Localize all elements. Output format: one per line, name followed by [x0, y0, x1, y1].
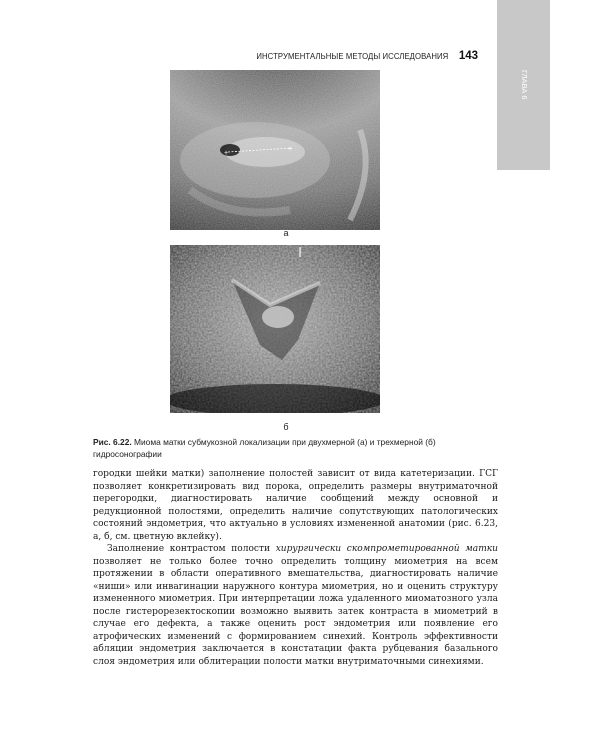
ultrasound-image-a-graphic: [170, 70, 380, 230]
svg-text:+: +: [288, 146, 293, 153]
paragraph-2: [93, 543, 498, 668]
figure-caption-text: Миома матки субмукозной локализации при двухмерной (а) и трехмерной (б) гидросонографии: [93, 437, 436, 459]
ultrasound-image-b: [170, 245, 380, 413]
svg-text:+: +: [224, 150, 229, 157]
paragraph-2-end: позволяет не только более точно определить толщину миометрия на всем протяжении в области оперативного вмешательства, диагностировать наличие «ниши» или инвагинации наружного контура миометрия, но и оценить структуру измененного миометрия. При интерпретации ложа удаленного миоматозного узла после гистерорезектоскопии возможно выявить затек контраста в миометрий в случае его дефекта, а также оценить рост эндометрия или появление его атрофических изменений с формированием синехий. Контроль эффективности абляции эндометрия заключается в констатации факта рубцевания базального слоя эндометрия или облитерации полости матки внутриматочными синехиями.: [93, 556, 498, 667]
figure-number: Рис. 6.22.: [93, 437, 132, 447]
figure-caption: [93, 437, 498, 460]
figure-label-b: б: [283, 422, 289, 432]
running-header: [256, 50, 478, 66]
paragraph-2-italic: хирургически скомпрометированной матки: [275, 544, 498, 554]
paragraph-2-start: Заполнение контрастом полости: [107, 544, 276, 554]
figure-label-a: а: [283, 228, 289, 238]
header-title: ИНСТРУМЕНТАЛЬНЫЕ МЕТОДЫ ИССЛЕДОВАНИЯ: [256, 51, 449, 61]
ultrasound-image-b-graphic: [170, 245, 380, 413]
page-number: 143: [458, 50, 478, 62]
ultrasound-image-a: [170, 70, 380, 230]
chapter-tab: [497, 0, 550, 170]
paragraph-1: городки шейки матки) заполнение полостей зависит от вида катетеризации. ГСГ позволяет конкретизировать вид порока, определить размеры внутриматочной перегородки, диагностировать наличие сообщений между основной и редукционной полостями, определить наличие сопутствующих патологических состояний эндометрия, что актуально в условиях измененной анатомии (рис. 6.23, а, б, см. цветную вклейку).: [93, 469, 498, 542]
body-text: [93, 468, 498, 668]
chapter-tab-label: ГЛАВА 6: [520, 70, 529, 100]
